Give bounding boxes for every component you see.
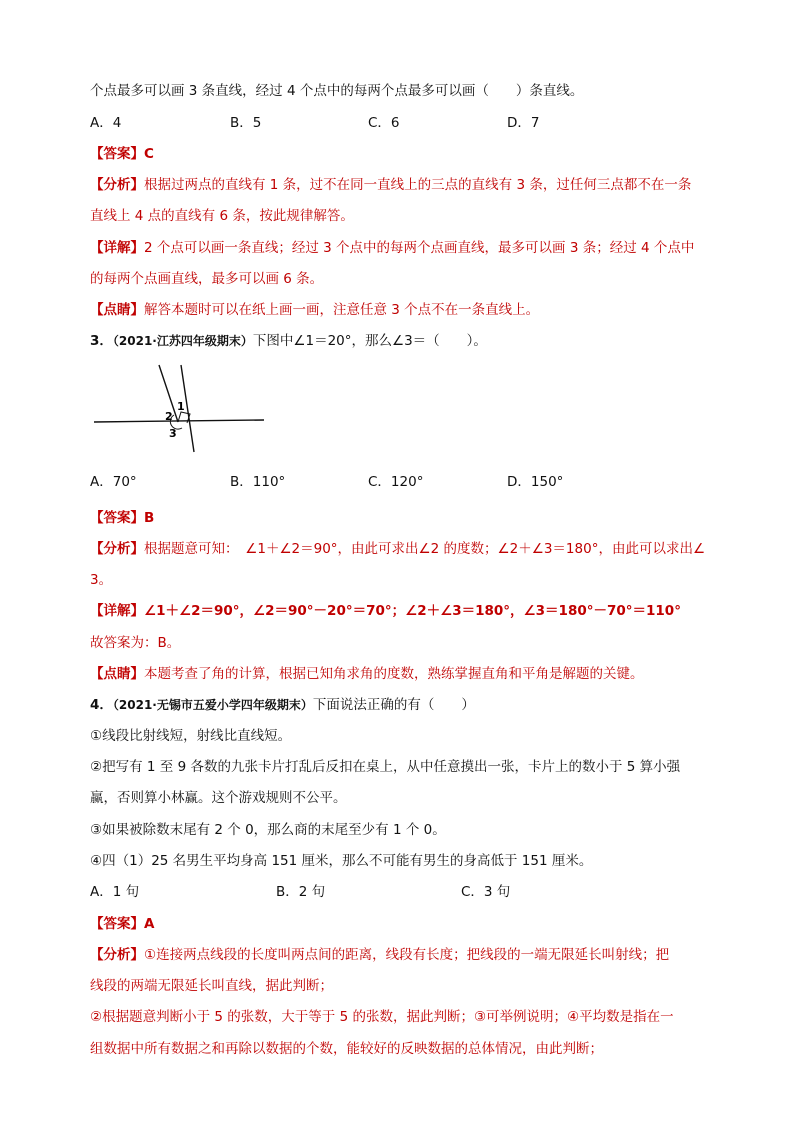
q4-source: （2021·无锡市五爱小学四年级期末） [112, 698, 313, 712]
detail-tag: 【详解】 [90, 240, 144, 256]
q2-option-d: D．7 [507, 115, 540, 131]
answer-tag: 【答案】 [90, 146, 144, 162]
q4-option-b: B．2 句 [276, 884, 326, 900]
analysis-tag: 【分析】 [90, 541, 144, 557]
q2-analysis-line2: 直线上 4 点的直线有 6 条，按此规律解答。 [90, 208, 354, 224]
answer-value: B [144, 510, 155, 526]
q2-stem-continuation: 个点最多可以画 3 条直线，经过 4 个点中的每两个点最多可以画（ ）条直线。 [90, 83, 584, 99]
q4-stem: 4．（2021·无锡市五爱小学四年级期末）下面说法正确的有（ ） [90, 697, 475, 713]
q4-answer [90, 914, 154, 934]
q3-number: 3． [90, 333, 113, 349]
angle-label-2: 2 [165, 410, 173, 423]
q3-analysis-line2: 3。 [90, 572, 113, 588]
answer-value: A [144, 916, 155, 932]
analysis-tag: 【分析】 [90, 177, 144, 193]
q4-statement-4: ④四（1）25 名男生平均身高 151 厘米，那么不可能有男生的身高低于 151 厘米。 [90, 853, 593, 869]
angle-label-3: 3 [169, 427, 177, 440]
q4-number: 4． [90, 697, 113, 713]
analysis-tag: 【分析】 [90, 947, 144, 963]
q4-option-a: A．1 句 [90, 884, 140, 900]
angle-figure [92, 360, 267, 460]
q3-analysis-line1: 【分析】根据题意可知： ∠1＋∠2＝90°，由此可求出∠2 的度数；∠2＋∠3＝180°，由此可以求出∠ [90, 541, 706, 557]
q4-statement-3: ③如果被除数末尾有 2 个 0，那么商的末尾至少有 1 个 0。 [90, 822, 446, 838]
answer-tag: 【答案】 [90, 916, 144, 932]
q2-analysis-line1: 【分析】根据过两点的直线有 1 条，过不在同一直线上的三点的直线有 3 条，过任何三点都不在一条 [90, 177, 692, 193]
q4-statement-2a: ②把写有 1 至 9 各数的九张卡片打乱后反扣在桌上，从中任意摸出一张，卡片上的数小于 5 算小强 [90, 759, 681, 775]
q3-option-c: C．120° [368, 474, 424, 490]
q2-option-a: A．4 [90, 115, 122, 131]
q3-detail-line1: 【详解】∠1＋∠2＝90°，∠2＝90°－20°＝70°；∠2＋∠3＝180°，∠3＝180°－70°＝110° [90, 603, 681, 619]
angle-label-1: 1 [177, 400, 185, 413]
comment-tag: 【点睛】 [90, 302, 144, 318]
q3-option-b: B．110° [230, 474, 286, 490]
q4-statement-2b: 赢，否则算小林赢。这个游戏规则不公平。 [90, 790, 347, 806]
q3-detail-line2: 故答案为：B。 [90, 635, 181, 651]
q2-option-b: B．5 [230, 115, 262, 131]
q3-stem: 3．（2021·江苏四年级期末）下图中∠1＝20°，那么∠3＝（ ）。 [90, 333, 487, 349]
q2-detail-line2: 的每两个点画直线，最多可以画 6 条。 [90, 271, 324, 287]
q3-answer [90, 508, 154, 528]
q3-option-d: D．150° [507, 474, 564, 490]
q4-analysis-line1: 【分析】①连接两点线段的长度叫两点间的距离，线段有长度；把线段的一端无限延长叫射线；把 [90, 947, 670, 963]
q2-detail-line1: 【详解】2 个点可以画一条直线；经过 3 个点中的每两个点画直线，最多可以画 3 条；经过 4 个点中 [90, 240, 695, 256]
q4-option-c: C．3 句 [461, 884, 511, 900]
answer-tag: 【答案】 [90, 510, 144, 526]
q2-option-c: C．6 [368, 115, 400, 131]
q4-analysis-line2: 线段的两端无限延长叫直线，据此判断； [90, 978, 333, 994]
q3-option-a: A．70° [90, 474, 137, 490]
q2-comment: 【点睛】解答本题时可以在纸上画一画，注意任意 3 个点不在一条直线上。 [90, 302, 540, 318]
q4-statement-1: ①线段比射线短，射线比直线短。 [90, 728, 292, 744]
q4-analysis-line3: ②根据题意判断小于 5 的张数，大于等于 5 的张数，据此判断；③可举例说明；④平均数是指在一 [90, 1009, 674, 1025]
comment-tag: 【点睛】 [90, 666, 144, 682]
detail-tag: 【详解】 [90, 603, 144, 619]
q3-source: （2021·江苏四年级期末） [112, 334, 253, 348]
q2-answer [90, 144, 154, 164]
answer-value: C [144, 146, 154, 162]
q3-comment: 【点睛】本题考查了角的计算，根据已知角求角的度数，熟练掌握直角和平角是解题的关键。 [90, 666, 644, 682]
q4-analysis-line4: 组数据中所有数据之和再除以数据的个数，能较好的反映数据的总体情况，由此判断； [90, 1041, 603, 1057]
